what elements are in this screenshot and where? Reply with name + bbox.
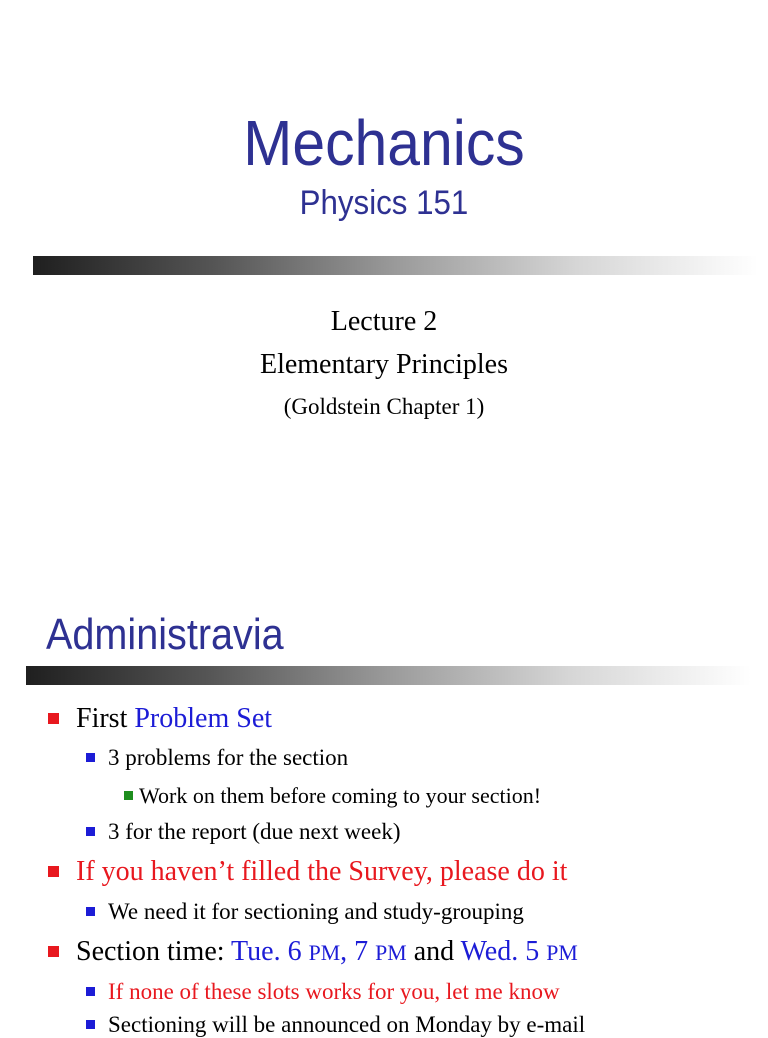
- lecture-reference: (Goldstein Chapter 1): [283, 394, 485, 419]
- bullet-square-icon: [48, 713, 59, 724]
- slide-subtitle: Physics 151: [299, 184, 469, 222]
- gradient-divider: [26, 666, 751, 685]
- section-time: , 7: [340, 936, 376, 967]
- bullet-item: [48, 703, 272, 735]
- bullet-text: Sectioning will be announced on Monday by e-mail: [108, 1012, 586, 1037]
- bullet-text: 3 for the report (due next week): [108, 819, 401, 844]
- bullet-text: If you haven’t filled the Survey, please do it: [76, 856, 568, 887]
- gradient-divider: [33, 256, 758, 275]
- section-time-unit: PM: [308, 941, 341, 965]
- bullet-text: Work on them before coming to your section!: [139, 783, 542, 808]
- sub-bullet-item: [86, 979, 560, 1005]
- bullet-item: [48, 856, 567, 888]
- bullet-text: We need it for sectioning and study-grouping: [108, 899, 524, 924]
- bullet-text: Section time:: [76, 936, 232, 967]
- bullet-square-icon: [86, 827, 95, 836]
- bullet-square-icon: [86, 753, 95, 762]
- lecture-topic: Elementary Principles: [259, 349, 509, 380]
- bullet-square-icon: [48, 946, 59, 957]
- section-time: Wed. 5: [460, 936, 547, 967]
- bullet-text: If none of these slots works for you, let me know: [108, 979, 560, 1004]
- bullet-square-icon: [86, 987, 95, 996]
- sub-sub-bullet-item: [124, 783, 541, 809]
- section-time-unit: PM: [546, 941, 578, 965]
- bullet-square-icon: [124, 791, 133, 800]
- lecture-number: Lecture 2: [330, 306, 438, 337]
- bullet-square-icon: [48, 866, 59, 877]
- bullet-text: 3 problems for the section: [108, 745, 349, 770]
- slide-title: Administravia: [46, 610, 284, 659]
- sub-bullet-item: [86, 1012, 585, 1038]
- sub-bullet-item: [86, 819, 401, 845]
- bullet-text: First: [76, 703, 135, 734]
- slide-title: Mechanics: [243, 107, 525, 179]
- bullet-item: [48, 936, 578, 968]
- bullet-square-icon: [86, 1020, 95, 1029]
- section-time: Tue. 6: [231, 936, 309, 967]
- sub-bullet-item: [86, 745, 348, 771]
- sub-bullet-item: [86, 899, 524, 925]
- bullet-text: and: [406, 936, 461, 967]
- problem-set-link[interactable]: Problem Set: [134, 703, 273, 734]
- section-time-unit: PM: [375, 941, 407, 965]
- bullet-square-icon: [86, 907, 95, 916]
